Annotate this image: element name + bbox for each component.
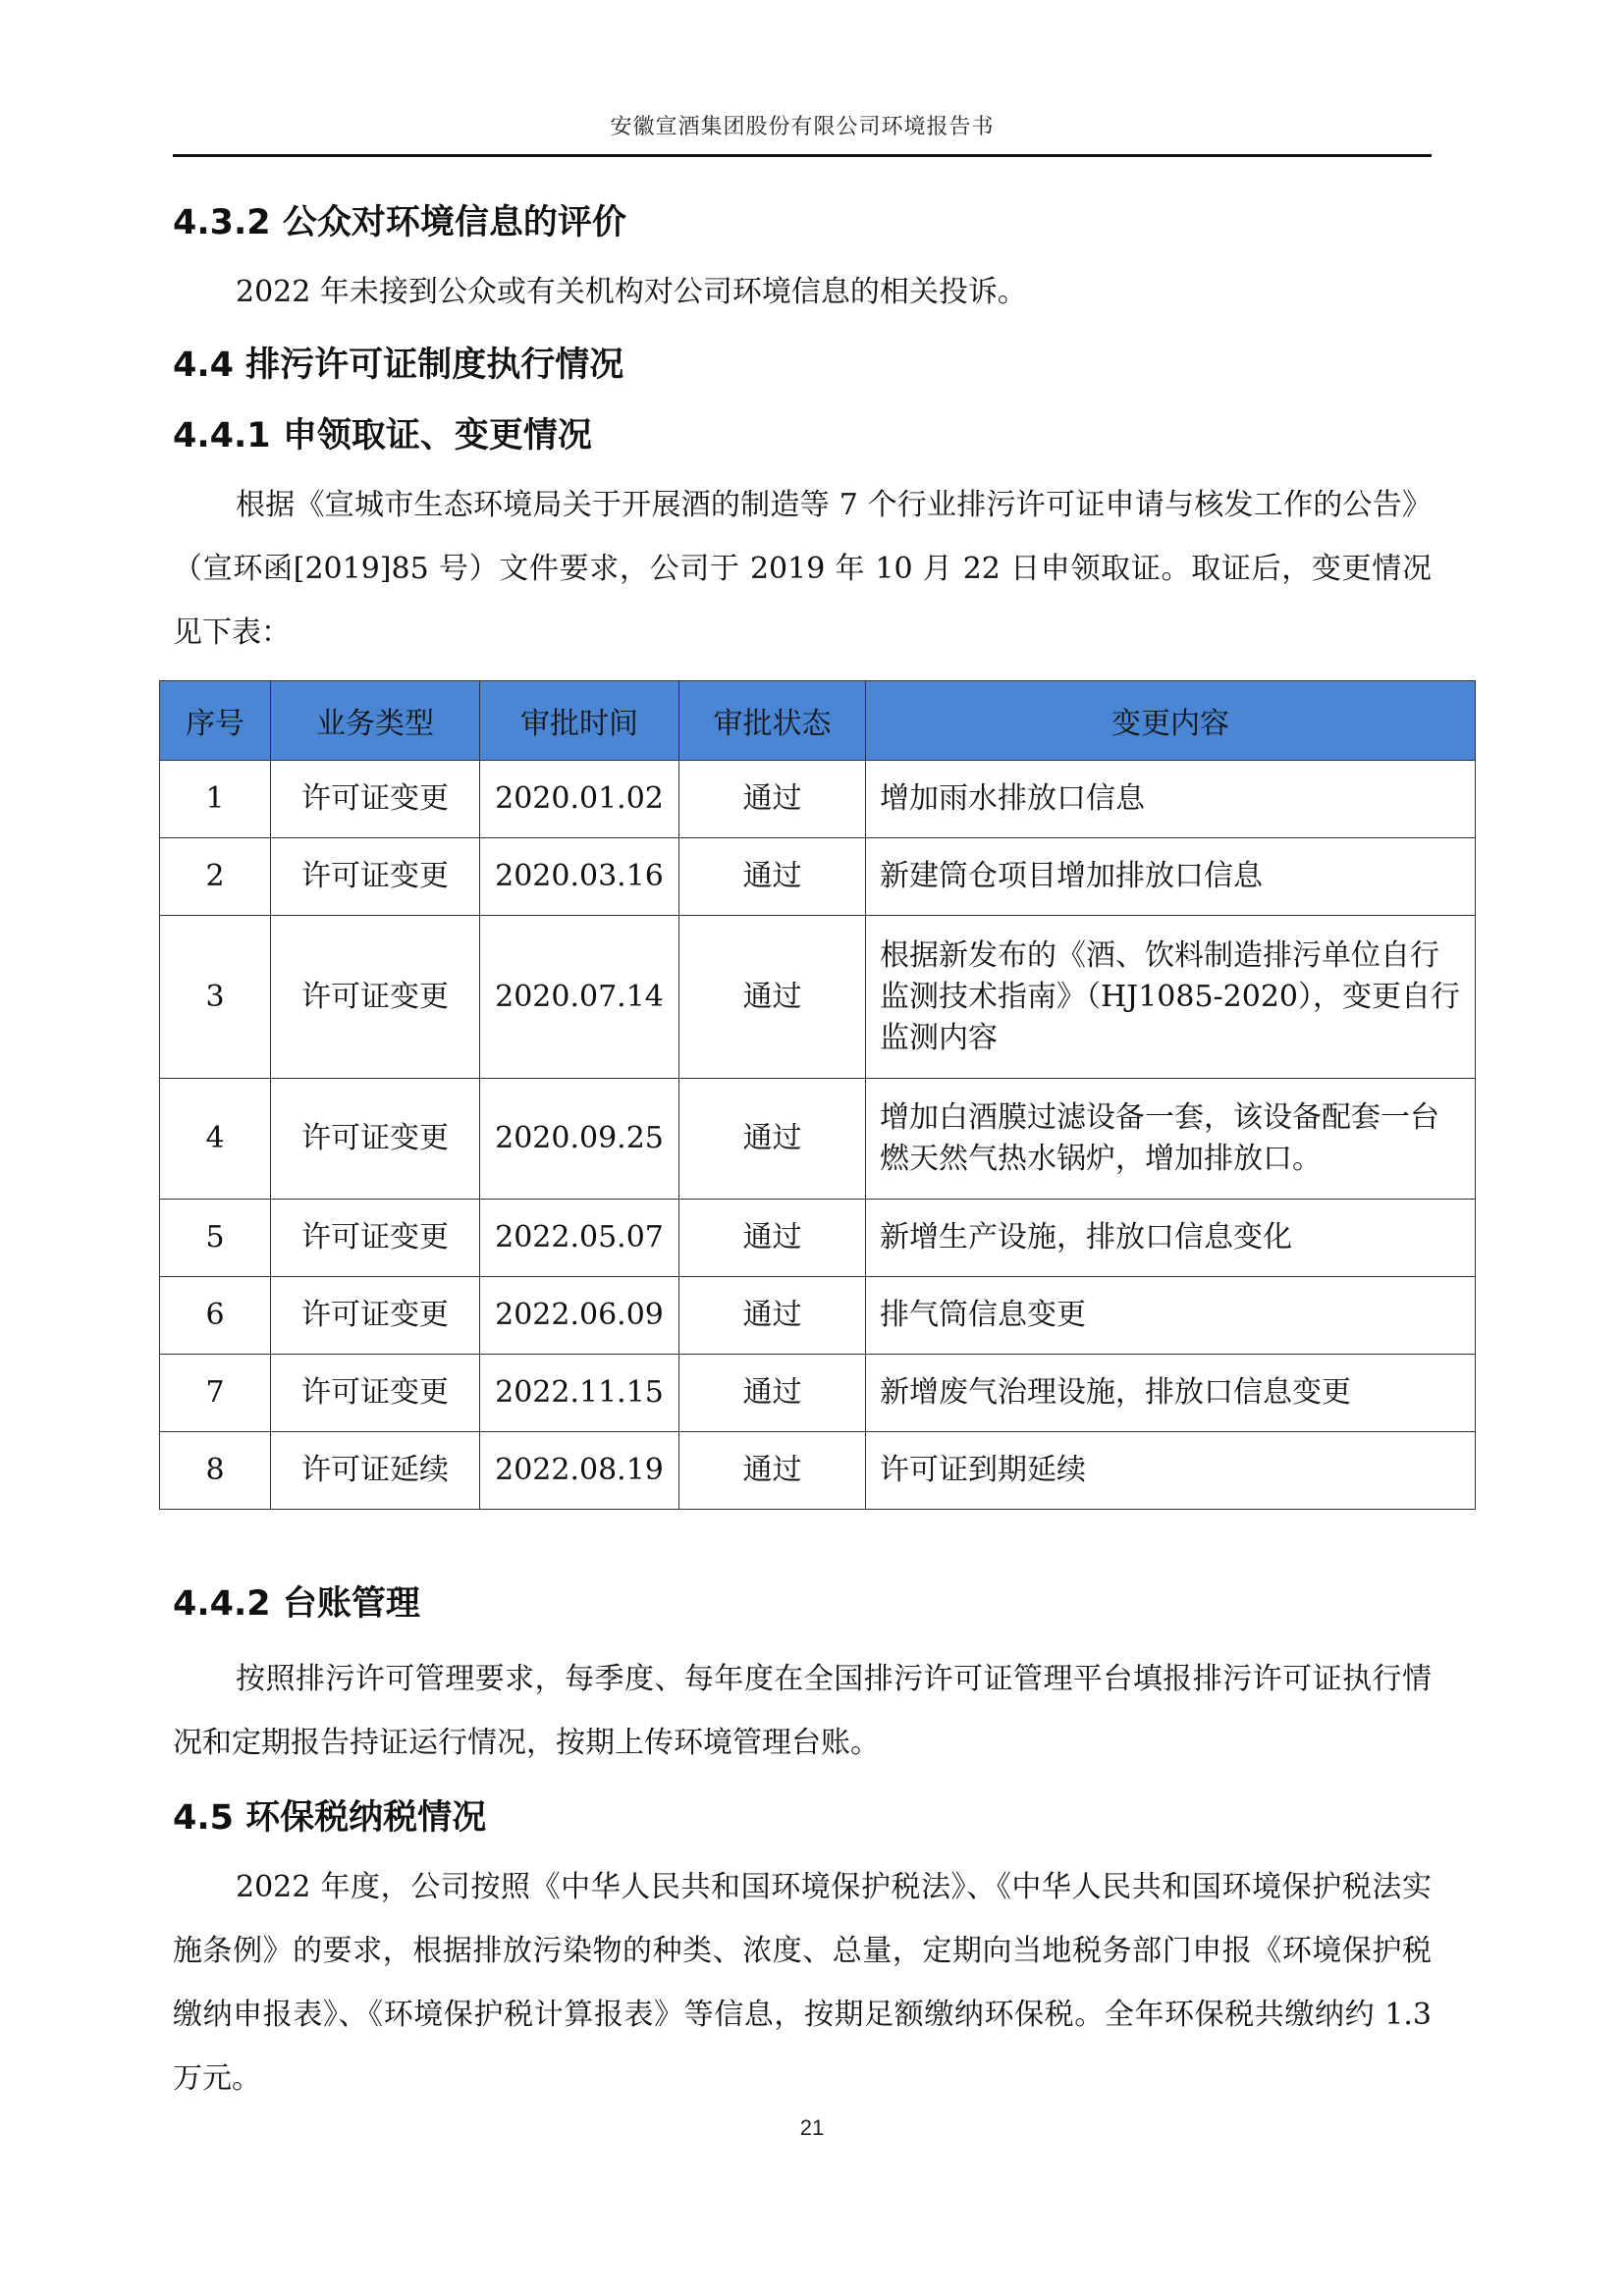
table-row	[160, 1432, 1476, 1510]
cell-content: 新建筒仓项目增加排放口信息	[866, 838, 1476, 916]
cell-no: 1	[160, 761, 271, 838]
table-row	[160, 1200, 1476, 1277]
paragraph-4-4-2: 按照排污许可管理要求，每季度、每年度在全国排污许可证管理平台填报排污许可证执行情况和定期报告持证运行情况，按期上传环境管理台账。	[173, 1662, 1432, 1760]
table-row	[160, 761, 1476, 838]
cell-date: 2022.06.09	[480, 1277, 679, 1355]
cell-content: 新增废气治理设施，排放口信息变更	[866, 1355, 1476, 1432]
main-content-upper	[173, 191, 1432, 665]
cell-no: 5	[160, 1200, 271, 1277]
cell-status: 通过	[679, 1079, 866, 1200]
cell-no: 6	[160, 1277, 271, 1355]
cell-status: 通过	[679, 916, 866, 1079]
cell-type: 许可证变更	[271, 1355, 480, 1432]
column-header-content: 变更内容	[866, 681, 1476, 761]
table-header-row	[160, 681, 1476, 761]
paragraph-4-5: 2022 年度，公司按照《中华人民共和国环境保护税法》、《中华人民共和国环境保护税法实施条例》的要求，根据排放污染物的种类、浓度、总量，定期向当地税务部门申报《环境保护税缴纳申报表》、《环境保护税计算报表》等信息，按期足额缴纳环保税。全年环保税共缴纳约 1.3 万元。	[173, 1870, 1432, 2096]
cell-status: 通过	[679, 1277, 866, 1355]
cell-status: 通过	[679, 838, 866, 916]
cell-no: 8	[160, 1432, 271, 1510]
section-heading-4-5: 4.5 环保税纳税情况	[173, 1798, 487, 1838]
column-header-date: 审批时间	[480, 681, 679, 761]
cell-status: 通过	[679, 1200, 866, 1277]
cell-status: 通过	[679, 761, 866, 838]
cell-type: 许可证变更	[271, 1200, 480, 1277]
cell-type: 许可证变更	[271, 1277, 480, 1355]
running-header: 安徽宣酒集团股份有限公司环境报告书	[610, 115, 995, 139]
section-heading-4-4-2: 4.4.2 台账管理	[173, 1584, 420, 1624]
cell-status: 通过	[679, 1432, 866, 1510]
column-header-status: 审批状态	[679, 681, 866, 761]
cell-content: 新增生产设施，排放口信息变化	[866, 1200, 1476, 1277]
cell-content: 增加白酒膜过滤设备一套，该设备配套一台燃天然气热水锅炉，增加排放口。	[866, 1079, 1476, 1200]
cell-content: 根据新发布的《酒、饮料制造排污单位自行监测技术指南》（HJ1085-2020），变更自行监测内容	[866, 916, 1476, 1079]
table-row	[160, 1355, 1476, 1432]
cell-type: 许可证变更	[271, 761, 480, 838]
page-number: 21	[799, 2115, 825, 2140]
cell-status: 通过	[679, 1355, 866, 1432]
permit-change-table	[159, 680, 1476, 1510]
table-row	[160, 1079, 1476, 1200]
paragraph-4-3-2: 2022 年未接到公众或有关机构对公司环境信息的相关投诉。	[236, 275, 1027, 309]
column-header-no: 序号	[160, 681, 271, 761]
table-row	[160, 916, 1476, 1079]
cell-date: 2020.03.16	[480, 838, 679, 916]
table-row	[160, 1277, 1476, 1355]
section-heading-4-4: 4.4 排污许可证制度执行情况	[173, 346, 624, 385]
cell-content: 排气筒信息变更	[866, 1277, 1476, 1355]
cell-content: 许可证到期延续	[866, 1432, 1476, 1510]
cell-no: 4	[160, 1079, 271, 1200]
column-header-type: 业务类型	[271, 681, 480, 761]
paragraph-4-4-1: 根据《宣城市生态环境局关于开展酒的制造等 7 个行业排污许可证申请与核发工作的公告》（宣环函[2019]85 号）文件要求，公司于 2019 年 10 月 22 日申领取证。取证后，变更情况见下表：	[173, 488, 1432, 650]
cell-date: 2020.07.14	[480, 916, 679, 1079]
cell-date: 2022.08.19	[480, 1432, 679, 1510]
cell-date: 2020.09.25	[480, 1079, 679, 1200]
cell-type: 许可证变更	[271, 916, 480, 1079]
cell-date: 2020.01.02	[480, 761, 679, 838]
cell-no: 3	[160, 916, 271, 1079]
cell-no: 7	[160, 1355, 271, 1432]
header-divider	[173, 154, 1432, 157]
section-heading-4-4-1: 4.4.1 申领取证、变更情况	[173, 416, 592, 455]
cell-content: 增加雨水排放口信息	[866, 761, 1476, 838]
table-row	[160, 838, 1476, 916]
cell-date: 2022.11.15	[480, 1355, 679, 1432]
cell-type: 许可证延续	[271, 1432, 480, 1510]
cell-type: 许可证变更	[271, 1079, 480, 1200]
main-content-lower	[173, 1578, 1432, 2110]
cell-date: 2022.05.07	[480, 1200, 679, 1277]
cell-no: 2	[160, 838, 271, 916]
cell-type: 许可证变更	[271, 838, 480, 916]
section-heading-4-3-2: 4.3.2 公众对环境信息的评价	[173, 203, 626, 242]
